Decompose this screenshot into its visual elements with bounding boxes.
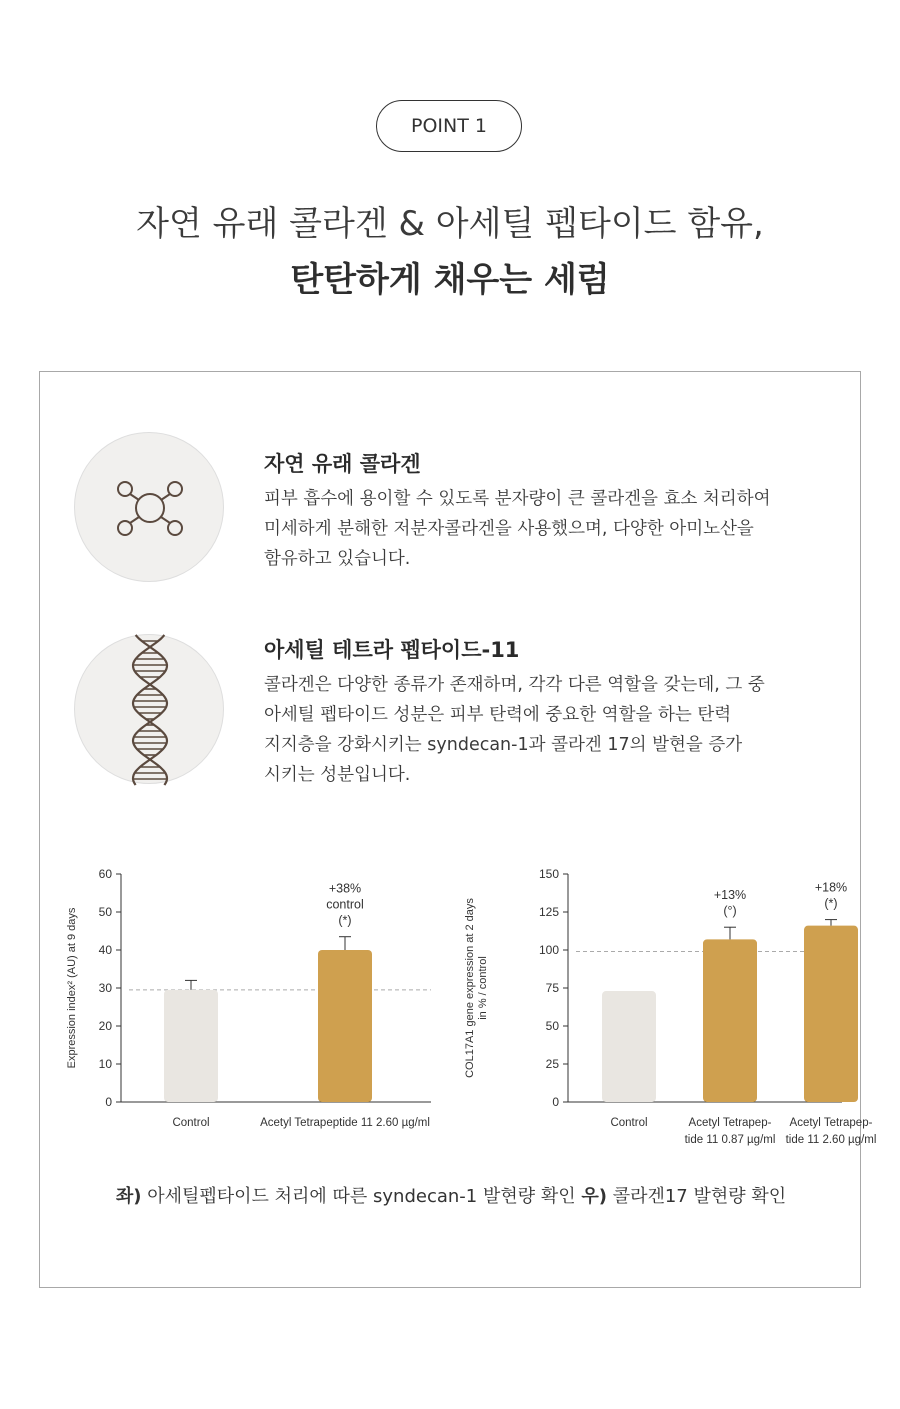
- y-tick-label: 50: [545, 1019, 559, 1033]
- molecule-icon: [74, 432, 224, 582]
- bar: [318, 950, 372, 1102]
- y-tick-label: 75: [545, 981, 559, 995]
- x-tick-label: Acetyl Tetrapep-: [789, 1117, 873, 1129]
- chart-syndecan: [48, 847, 448, 1157]
- y-tick-label: 100: [538, 943, 559, 957]
- feature-body-line: 지지층을 강화시키는 syndecan-1과 콜라겐 17의 발현을 증가: [264, 735, 743, 755]
- x-tick-label: Acetyl Tetrapeptide 11 2.60 µg/ml: [260, 1117, 430, 1129]
- caption-right-tag: 우): [581, 1186, 607, 1207]
- feature-body-collagen: [264, 484, 824, 574]
- feature-body-line: 아세틸 펩타이드 성분은 피부 탄력에 중요한 역할을 하는 탄력: [264, 705, 732, 725]
- bar-annotation: +13%: [713, 888, 747, 903]
- y-axis-label: Expression index² (AU) at 9 days: [66, 907, 78, 1069]
- y-axis-label: COL17A1 gene expression at 2 days: [464, 898, 476, 1078]
- chart-caption: [40, 1182, 862, 1208]
- bar: [703, 939, 757, 1102]
- feature-body-peptide: [264, 670, 824, 790]
- dna-icon: [74, 634, 224, 784]
- caption-left-text: 아세틸펩타이드 처리에 따른 syndecan-1 발현량 확인: [141, 1186, 582, 1207]
- caption-left-tag: 좌): [115, 1186, 142, 1207]
- info-card: [39, 371, 877, 1288]
- x-tick-label: tide 11 0.87 µg/ml: [684, 1134, 776, 1146]
- y-tick-label: 125: [538, 905, 559, 919]
- bar-annotation: control: [326, 897, 364, 912]
- bar-annotation: (°): [723, 904, 737, 919]
- feature-body-line: 미세하게 분해한 저분자콜라겐을 사용했으며, 다양한 아미노산을: [264, 519, 754, 539]
- y-axis-label: in % / control: [477, 956, 489, 1020]
- bar-annotation: (*): [824, 896, 838, 911]
- bar: [804, 926, 858, 1102]
- headline-line-2: 탄탄하게 채우는 세럼: [290, 260, 610, 300]
- bar-annotation: +38%: [328, 881, 362, 896]
- y-tick-label: 30: [98, 981, 112, 995]
- feature-body-line: 콜라겐은 다양한 종류가 존재하며, 각각 다른 역할을 갖는데, 그 중: [264, 675, 765, 695]
- headline-line-1: 자연 유래 콜라겐 & 아세틸 펩타이드 함유,: [136, 204, 764, 244]
- chart-col17a1: [450, 847, 877, 1157]
- feature-title-peptide: 아세틸 테트라 펩타이드-11: [264, 638, 520, 662]
- bar: [164, 990, 218, 1102]
- y-tick-label: 0: [552, 1095, 559, 1109]
- y-tick-label: 50: [98, 905, 112, 919]
- y-tick-label: 40: [98, 943, 112, 957]
- point-badge: POINT 1: [376, 100, 522, 152]
- y-tick-label: 150: [538, 867, 559, 881]
- x-tick-label: tide 11 2.60 µg/ml: [785, 1134, 877, 1146]
- y-tick-label: 0: [105, 1095, 112, 1109]
- x-tick-label: Control: [610, 1117, 648, 1129]
- y-tick-label: 20: [98, 1019, 112, 1033]
- y-tick-label: 60: [98, 867, 112, 881]
- y-tick-label: 10: [98, 1057, 112, 1071]
- x-tick-label: Control: [172, 1117, 210, 1129]
- feature-body-line: 피부 흡수에 용이할 수 있도록 분자량이 큰 콜라겐을 효소 처리하여: [264, 489, 771, 509]
- bar: [602, 991, 656, 1102]
- feature-title-collagen: 자연 유래 콜라겐: [264, 452, 421, 476]
- y-tick-label: 25: [545, 1057, 559, 1071]
- x-tick-label: Acetyl Tetrapep-: [688, 1117, 772, 1129]
- bar-annotation: +18%: [814, 880, 848, 895]
- caption-right-text: 콜라겐17 발현량 확인: [606, 1186, 787, 1207]
- bar-annotation: (*): [338, 913, 352, 928]
- feature-body-line: 함유하고 있습니다.: [264, 549, 411, 569]
- feature-body-line: 시키는 성분입니다.: [264, 765, 411, 785]
